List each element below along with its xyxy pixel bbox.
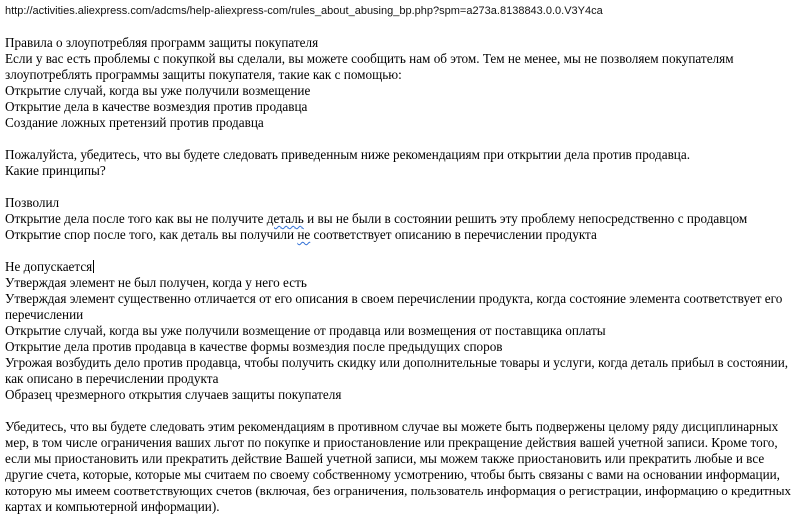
rules-title: Правила о злоупотребляя программ защиты покупателя [5, 35, 319, 50]
document-body [5, 35, 795, 515]
allowed-item [5, 211, 795, 227]
intro-line: Открытие дела в качестве возмездия против продавца [5, 99, 308, 114]
intro-line: Если у вас есть проблемы с покупкой вы сделали, вы можете сообщить нам об этом. Тем не менее, мы не позволяем покупателям [5, 51, 734, 66]
blank-line [5, 131, 795, 147]
advice-line: Пожалуйста, убедитесь, что вы будете следовать приведенным ниже рекомендациям при открытии дела против продавца. [5, 147, 691, 162]
spellcheck-word: деталь [266, 211, 304, 226]
spellcheck-word: не [297, 227, 311, 242]
allowed-item-text: Открытие спор после того, как деталь вы получили [5, 227, 298, 242]
not-allowed-heading [5, 259, 795, 275]
not-allowed-item: Открытие дела против продавца в качестве формы возмездия после предыдущих споров [5, 339, 503, 354]
intro-line: злоупотреблять программы защиты покупателя, такие как с помощью: [5, 67, 402, 82]
intro-line: Открытие случай, когда вы уже получили возмещение [5, 83, 311, 98]
blank-line [5, 403, 795, 419]
text-cursor [93, 260, 94, 273]
warning-line: которую мы имеем соответствующих счетов (включая, без ограничения, пользователь информация о регистрации, информацию о кредитных [5, 483, 792, 498]
not-allowed-item: перечислении [5, 307, 84, 322]
source-url: http://activities.aliexpress.com/adcms/help-aliexpress-com/rules_about_abusing_bp.php?spm=a273a.8138843.0.0.V3Y4ca [5, 5, 603, 17]
warning-line: мер, в том числе ограничения ваших льгот по покупке и приостановление или прекращение действия вашей учетной записи. Кроме того, [5, 435, 778, 450]
allowed-item-text: Открытие дела после того как вы не получите [5, 211, 267, 226]
intro-line: Создание ложных претензий против продавца [5, 115, 264, 130]
warning-line: если мы приостановить или прекратить действие Вашей учетной записи, мы можем также приостановить или прекратить любые и все [5, 451, 765, 466]
advice-line: Какие принципы? [5, 163, 106, 178]
not-allowed-item: Утверждая элемент существенно отличается от его описания в своем перечислении продукта, когда состояние элемента соответствует его [5, 291, 783, 306]
warning-line: другие счета, которые, которые мы считаем по своему собственному усмотрению, чтобы быть связаны с вами на основании информации, [5, 467, 780, 482]
blank-line [5, 179, 795, 195]
not-allowed-heading-text: Не допускается [5, 259, 93, 274]
not-allowed-item: как описано в перечислении продукта [5, 371, 219, 386]
allowed-heading: Позволил [5, 195, 60, 210]
warning-line: картах и компьютерной информации). [5, 499, 220, 514]
allowed-item [5, 227, 795, 243]
allowed-item-text: соответствует описанию в перечислении продукта [310, 227, 597, 242]
blank-line [5, 243, 795, 259]
not-allowed-item: Образец чрезмерного открытия случаев защиты покупателя [5, 387, 342, 402]
document-page [5, 0, 795, 514]
not-allowed-item: Угрожая возбудить дело против продавца, чтобы получить скидку или дополнительные товары и услуги, когда деталь прибыл в состоянии, [5, 355, 789, 370]
not-allowed-item: Открытие случай, когда вы уже получили возмещение от продавца или возмещения от поставщика оплаты [5, 323, 606, 338]
not-allowed-item: Утверждая элемент не был получен, когда у него есть [5, 275, 307, 290]
warning-line: Убедитесь, что вы будете следовать этим рекомендациям в противном случае вы можете быть подвержены целому ряду дисциплинарных [5, 419, 779, 434]
allowed-item-text: и вы не были в состоянии решить эту проблему непосредственно с продавцом [303, 211, 748, 226]
